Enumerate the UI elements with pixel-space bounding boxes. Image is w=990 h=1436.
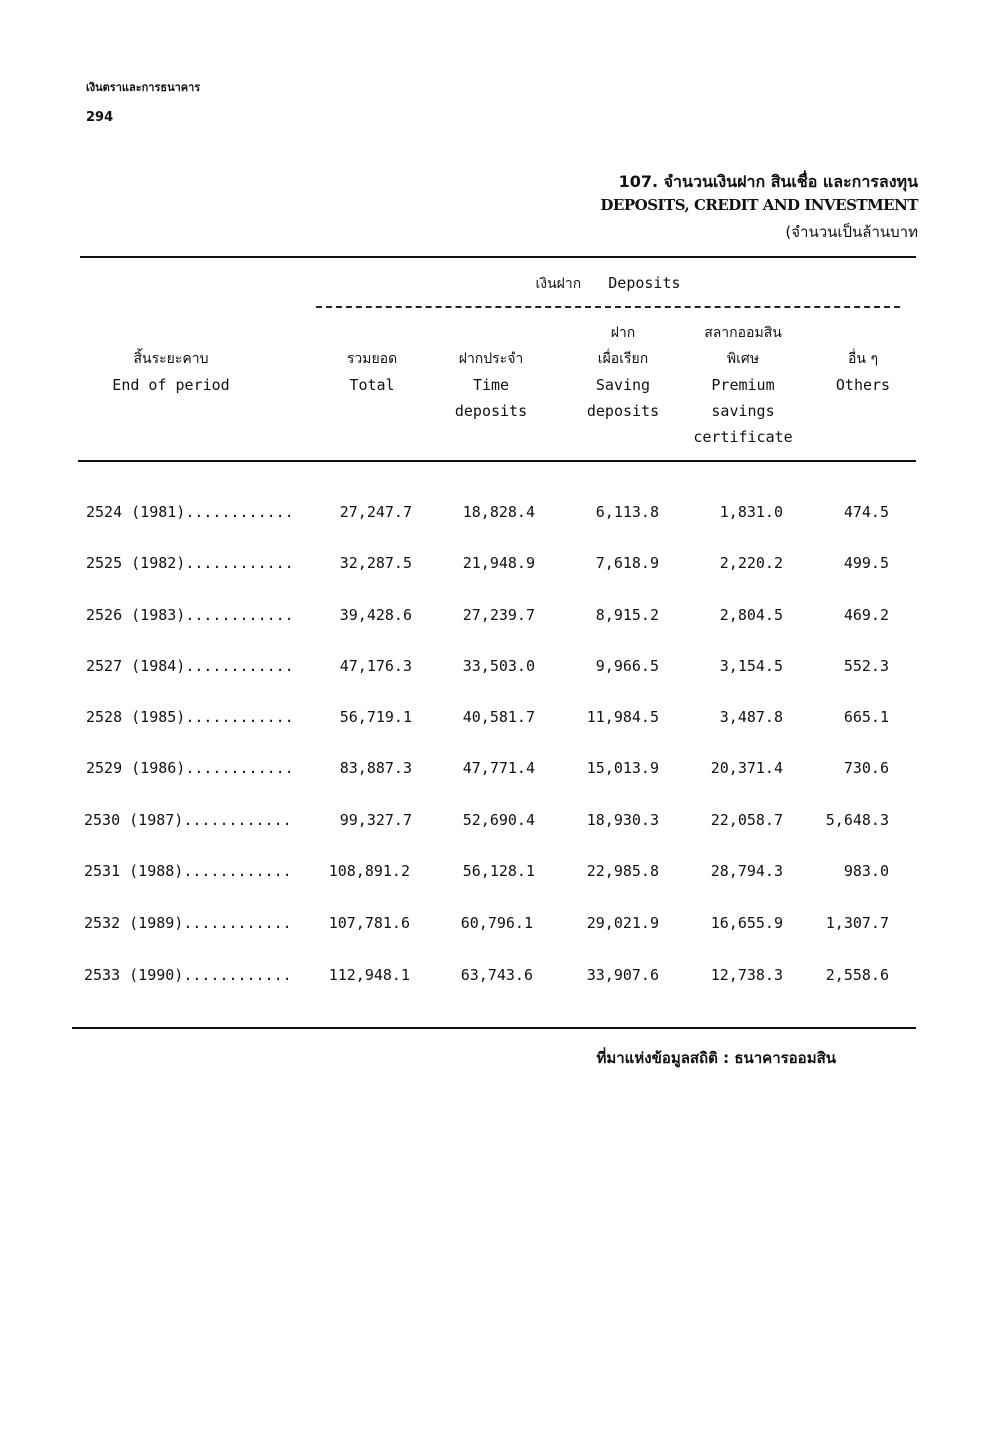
cell-premium-savings: 3,487.8	[719, 708, 783, 726]
col-header-saving-thai-2: เผื่อเรียก	[597, 351, 649, 367]
col-header-saving-deposits	[568, 320, 678, 424]
cell-premium-savings: 28,794.3	[710, 862, 783, 880]
row-period: 2531 (1988)............	[84, 862, 292, 880]
cell-others: 5,648.3	[825, 811, 889, 829]
cell-saving-deposits: 11,984.5	[586, 708, 659, 726]
cell-total: 32,287.5	[339, 554, 412, 572]
cell-total: 108,891.2	[328, 862, 410, 880]
cell-others: 552.3	[843, 657, 889, 675]
col-header-premium-english-2: savings	[711, 402, 775, 420]
row-period: 2528 (1985)............	[86, 708, 294, 726]
cell-time-deposits: 60,796.1	[460, 914, 533, 932]
deposits-group-rule	[316, 306, 900, 308]
row-period: 2525 (1982)............	[86, 554, 294, 572]
cell-saving-deposits: 18,930.3	[586, 811, 659, 829]
running-title: เงินตราและการธนาคาร	[86, 81, 201, 94]
col-header-saving-english-1: Saving	[595, 376, 651, 394]
cell-saving-deposits: 9,966.5	[595, 657, 659, 675]
cell-saving-deposits: 33,907.6	[586, 966, 659, 984]
cell-total: 39,428.6	[339, 606, 412, 624]
col-header-premium-english-1: Premium	[711, 376, 775, 394]
col-header-time-thai: ฝากประจำ	[458, 351, 524, 367]
period-header-thai: สิ้นระยะคาบ	[133, 351, 209, 367]
cell-time-deposits: 63,743.6	[460, 966, 533, 984]
cell-premium-savings: 2,220.2	[719, 554, 783, 572]
col-header-time-english-2: deposits	[454, 402, 528, 420]
cell-total: 27,247.7	[339, 503, 412, 521]
col-header-premium-savings	[686, 320, 800, 450]
cell-others: 1,307.7	[825, 914, 889, 932]
deposits-group-thai: เงินฝาก	[535, 276, 582, 292]
row-period: 2526 (1983)............	[86, 606, 294, 624]
deposits-group-header	[316, 270, 900, 297]
cell-time-deposits: 21,948.9	[462, 554, 535, 572]
col-header-saving-english-2: deposits	[586, 402, 660, 420]
row-period: 2527 (1984)............	[86, 657, 294, 675]
table-title-thai: 107. จำนวนเงินฝาก สินเชื่อ และการลงทุน	[618, 172, 918, 191]
cell-premium-savings: 3,154.5	[719, 657, 783, 675]
cell-others: 665.1	[843, 708, 889, 726]
cell-others: 730.6	[843, 759, 889, 777]
table-title-english: DEPOSITS, CREDIT AND INVESTMENT	[600, 196, 918, 214]
cell-time-deposits: 18,828.4	[462, 503, 535, 521]
cell-saving-deposits: 6,113.8	[595, 503, 659, 521]
cell-total: 47,176.3	[339, 657, 412, 675]
cell-time-deposits: 40,581.7	[462, 708, 535, 726]
period-header	[96, 346, 246, 398]
cell-time-deposits: 52,690.4	[462, 811, 535, 829]
cell-saving-deposits: 29,021.9	[586, 914, 659, 932]
col-header-premium-thai-1: สลากออมสิน	[704, 325, 782, 341]
cell-saving-deposits: 15,013.9	[586, 759, 659, 777]
row-period: 2532 (1989)............	[84, 914, 292, 932]
deposits-group-english: Deposits	[608, 274, 681, 292]
cell-premium-savings: 20,371.4	[710, 759, 783, 777]
cell-others: 469.2	[843, 606, 889, 624]
col-header-time-english-1: Time	[472, 376, 510, 394]
cell-others: 474.5	[843, 503, 889, 521]
page-number: 294	[86, 110, 114, 125]
col-header-total	[322, 346, 422, 398]
period-header-english: End of period	[112, 376, 230, 394]
row-period: 2533 (1990)............	[84, 966, 292, 984]
cell-time-deposits: 56,128.1	[462, 862, 535, 880]
cell-premium-savings: 16,655.9	[710, 914, 783, 932]
col-header-saving-thai-1: ฝาก	[610, 325, 636, 341]
cell-total: 99,327.7	[339, 811, 412, 829]
row-period: 2524 (1981)............	[86, 503, 294, 521]
cell-total: 83,887.3	[339, 759, 412, 777]
cell-premium-savings: 1,831.0	[719, 503, 783, 521]
table-bottom-rule	[72, 1027, 916, 1029]
col-header-premium-english-3: certificate	[693, 428, 793, 446]
cell-time-deposits: 47,771.4	[462, 759, 535, 777]
source-note: ที่มาแห่งข้อมูลสถิติ : ธนาคารออมสิน	[596, 1049, 836, 1067]
cell-others: 983.0	[843, 862, 889, 880]
cell-total: 112,948.1	[328, 966, 410, 984]
cell-saving-deposits: 22,985.8	[586, 862, 659, 880]
col-header-premium-thai-2: พิเศษ	[726, 351, 760, 367]
table-header-rule	[78, 460, 916, 462]
table-top-rule	[80, 256, 916, 258]
cell-premium-savings: 22,058.7	[710, 811, 783, 829]
cell-time-deposits: 33,503.0	[462, 657, 535, 675]
cell-time-deposits: 27,239.7	[462, 606, 535, 624]
col-header-others-english: Others	[835, 376, 891, 394]
cell-saving-deposits: 8,915.2	[595, 606, 659, 624]
cell-premium-savings: 12,738.3	[710, 966, 783, 984]
cell-premium-savings: 2,804.5	[719, 606, 783, 624]
col-header-total-english: Total	[349, 376, 395, 394]
cell-others: 2,558.6	[825, 966, 889, 984]
cell-others: 499.5	[843, 554, 889, 572]
unit-note: (จำนวนเป็นล้านบาท	[785, 223, 918, 241]
row-period: 2530 (1987)............	[84, 811, 292, 829]
col-header-others	[820, 346, 906, 398]
cell-total: 107,781.6	[328, 914, 410, 932]
cell-total: 56,719.1	[339, 708, 412, 726]
cell-saving-deposits: 7,618.9	[595, 554, 659, 572]
row-period: 2529 (1986)............	[86, 759, 294, 777]
col-header-total-thai: รวมยอด	[346, 351, 398, 367]
col-header-others-thai: อื่น ๆ	[848, 351, 878, 367]
col-header-time-deposits	[436, 346, 546, 424]
